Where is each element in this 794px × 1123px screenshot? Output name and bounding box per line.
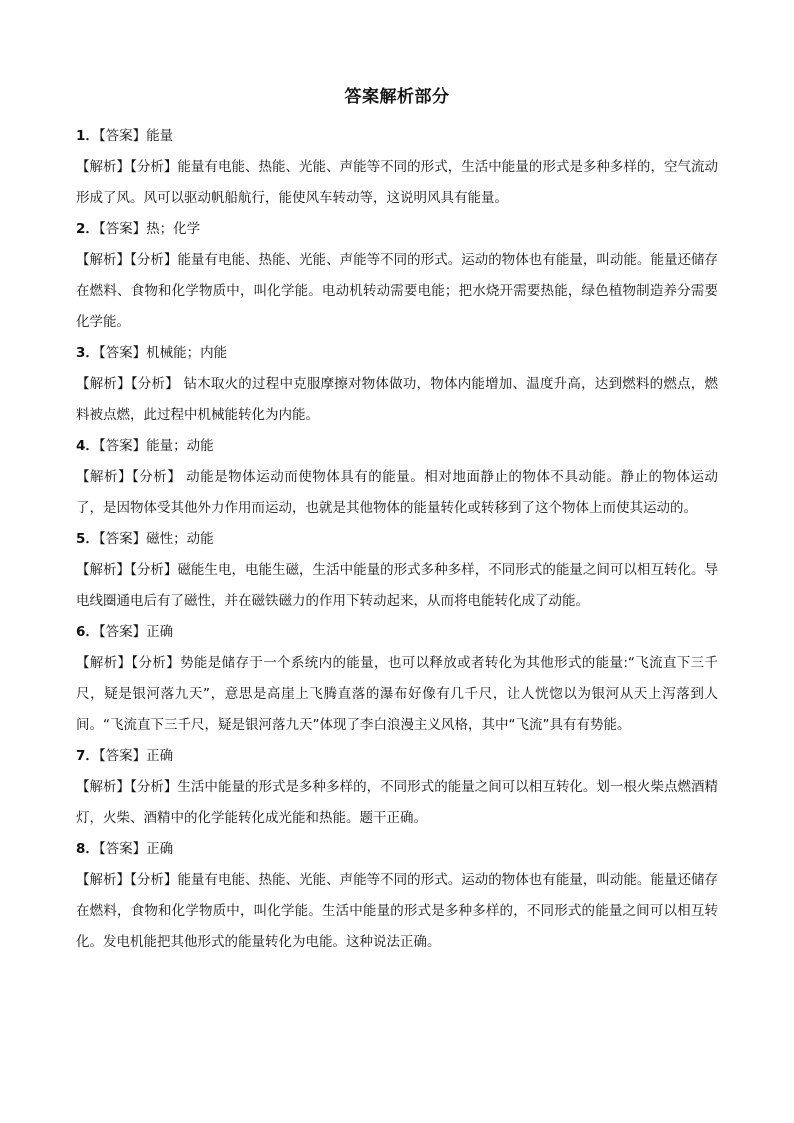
analysis-text: 动能是物体运动而使物体具有的能量。相对地面静止的物体不具动能。静止的物体运动了，是因物体受其他外力作用而运动，也就是其他物体的能量转化或转移到了这个物体上而使其运动的。 — [76, 469, 719, 516]
analysis-tag: 【解析】【分析】 — [76, 655, 181, 671]
analysis-paragraph — [76, 648, 718, 741]
page-title: 答案解析部分 — [344, 87, 450, 107]
answer-line — [76, 741, 718, 772]
answer-line — [76, 431, 718, 462]
analysis-tag: 【解析】【分析】 — [76, 779, 178, 795]
analysis-tag: 【解析】【分析】 — [76, 872, 178, 888]
item-number: 1． — [76, 128, 99, 144]
analysis-text: 磁能生电，电能生磁，生活中能量的形式多种多样，不同形式的能量之间可以相互转化。导电线圈通电后有了磁性，并在磁铁磁力的作用下转动起来，从而将电能转化成了动能。 — [76, 562, 719, 609]
answer-item-6 — [76, 617, 718, 741]
analysis-paragraph — [76, 152, 718, 214]
analysis-paragraph — [76, 245, 718, 338]
analysis-text: 能量有电能、热能、光能、声能等不同的形式，生活中能量的形式是多种多样的，空气流动形成了风。风可以驱动帆船航行，能使风车转动等，这说明风具有能量。 — [76, 159, 719, 206]
analysis-text: 生活中能量的形式是多种多样的，不同形式的能量之间可以相互转化。划一根火柴点燃酒精灯，火柴、酒精中的化学能转化成光能和热能。题干正确。 — [76, 779, 719, 826]
answer-text: 能量 — [146, 128, 174, 144]
answer-tag: 【答案】 — [98, 531, 147, 547]
item-number: 7． — [76, 748, 99, 764]
analysis-tag: 【解析】【分析】 — [76, 159, 178, 175]
analysis-text: 钻木取火的过程中克服摩擦对物体做功，物体内能增加、温度升高，达到燃料的燃点，燃料被点燃，此过程中机械能转化为内能。 — [76, 376, 719, 423]
answer-tag: 【答案】 — [98, 345, 147, 361]
item-number: 5． — [76, 531, 99, 547]
answer-item-1 — [76, 121, 718, 214]
analysis-paragraph — [76, 462, 718, 524]
answer-tag: 【答案】 — [98, 748, 147, 764]
answer-item-7 — [76, 741, 718, 834]
answer-line — [76, 524, 718, 555]
answer-text: 热；化学 — [146, 221, 201, 237]
analysis-text: 能量有电能、热能、光能、声能等不同的形式。运动的物体也有能量，叫动能。能量还储存在燃料，食物和化学物质中，叫化学能。生活中能量的形式是多种多样的，不同形式的能量之间可以相互转化。发电机能把其他形式的能量转化为电能。这种说法正确。 — [76, 872, 719, 950]
answer-line — [76, 214, 718, 245]
item-number: 3． — [76, 345, 99, 361]
answer-line — [76, 834, 718, 865]
analysis-text: 势能是储存于一个系统内的能量，也可以释放或者转化为其他形式的能量:“飞流直下三千尺，疑是银河落九天”，意思是高崖上飞腾直落的瀑布好像有几千尺，让人恍惚以为银河从天上泻落到人间。“飞流直下三千尺，疑是银河落九天”体现了李白浪漫主义风格，其中“飞流”具有有势能。 — [76, 655, 719, 733]
answer-text: 能量；动能 — [146, 438, 214, 454]
item-number: 6． — [76, 624, 99, 640]
answer-text: 机械能；内能 — [146, 345, 228, 361]
answer-text: 正确 — [146, 841, 174, 857]
analysis-paragraph — [76, 369, 718, 431]
answer-line — [76, 338, 718, 369]
answer-item-2 — [76, 214, 718, 338]
answer-tag: 【答案】 — [98, 438, 147, 454]
item-number: 4． — [76, 438, 99, 454]
analysis-paragraph — [76, 865, 718, 958]
answer-item-4 — [76, 431, 718, 524]
analysis-tag: 【解析】【分析】 — [76, 562, 178, 578]
answer-tag: 【答案】 — [98, 624, 147, 640]
answer-item-8 — [76, 834, 718, 958]
analysis-text: 能量有电能、热能、光能、声能等不同的形式。运动的物体也有能量，叫动能。能量还储存在燃料、食物和化学物质中，叫化学能。电动机转动需要电能；把水烧开需要热能，绿色植物制造养分需要化学能。 — [76, 252, 719, 330]
item-number: 2． — [76, 221, 99, 237]
analysis-tag: 【解析】【分析】 — [76, 252, 178, 268]
answer-tag: 【答案】 — [98, 128, 147, 144]
answer-line — [76, 617, 718, 648]
item-number: 8． — [76, 841, 99, 857]
answer-item-5 — [76, 524, 718, 617]
answer-tag: 【答案】 — [98, 221, 147, 237]
answer-text: 正确 — [146, 624, 174, 640]
answer-tag: 【答案】 — [98, 841, 147, 857]
answer-item-3 — [76, 338, 718, 431]
answer-text: 正确 — [146, 748, 174, 764]
analysis-tag: 【解析】【分析】 — [76, 469, 182, 485]
answer-line — [76, 121, 718, 152]
analysis-paragraph — [76, 555, 718, 617]
analysis-tag: 【解析】【分析】 — [76, 376, 179, 392]
analysis-paragraph — [76, 772, 718, 834]
answer-text: 磁性；动能 — [146, 531, 214, 547]
